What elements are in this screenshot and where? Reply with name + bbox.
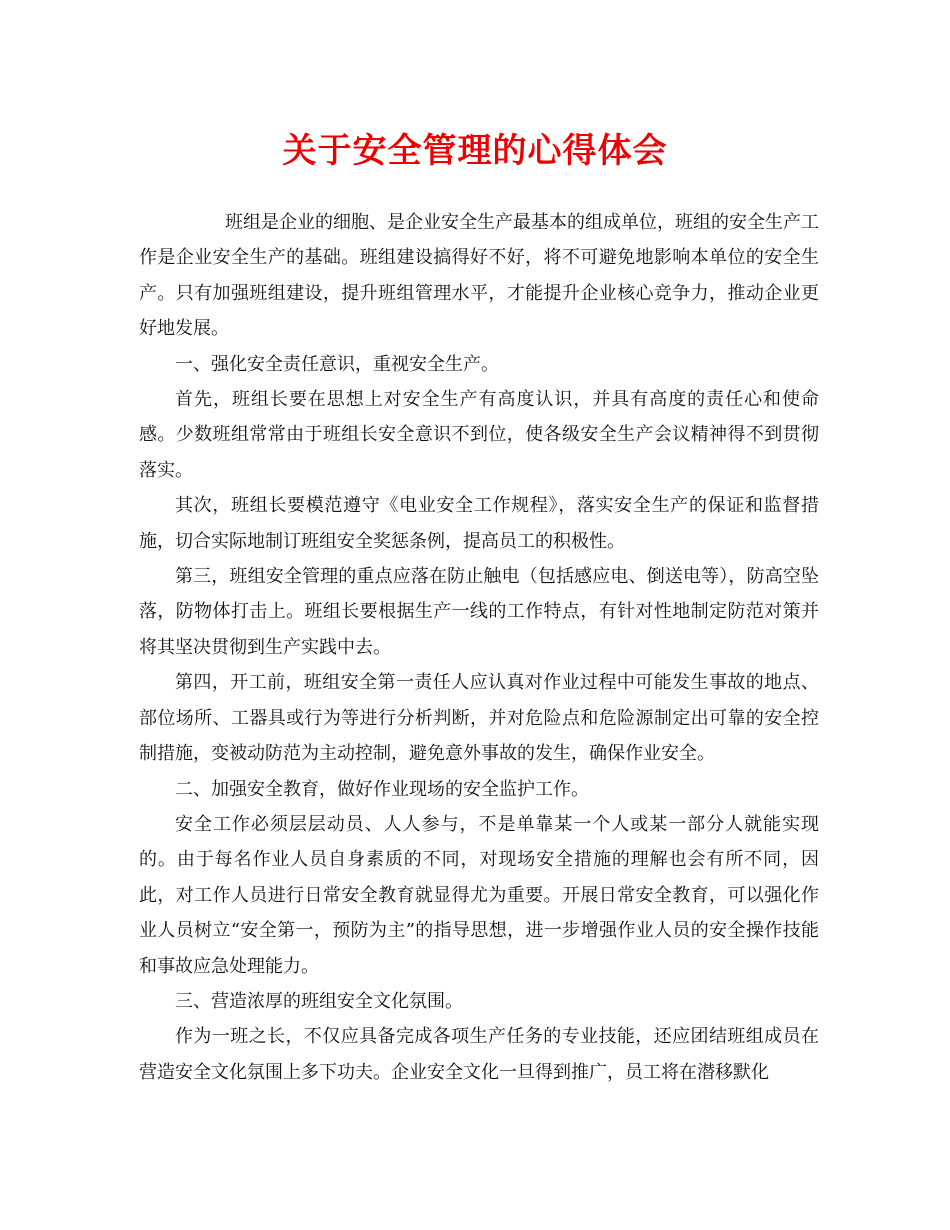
document-title: 关于安全管理的心得体会 (282, 131, 668, 171)
section-heading-3: 三、营造浓厚的班组安全文化氛围。 (175, 990, 463, 1012)
paragraph: 第三，班组安全管理的重点应落在防止触电（包括感应电、倒送电等），防高空坠落，防物体打击上。班组长要根据生产一线的工作特点，有针对性地制定防范对策并将其坚决贯彻到生产实践中去。 (139, 566, 819, 658)
section-heading-1: 一、强化安全责任意识，重视安全生产。 (175, 353, 499, 375)
paragraph: 安全工作必须层层动员、人人参与，不是单靠某一个人或某一部分人就能实现的。由于每名作业人员自身素质的不同，对现场安全措施的理解也会有所不同，因此，对工作人员进行日常安全教育就显得尤为重要。开展日常安全教育，可以强化作业人员树立“安全第一，预防为主”的指导思想，进一步增强作业人员的安全操作技能和事故应急处理能力。 (139, 813, 819, 977)
paragraph-intro: 班组是企业的细胞、是企业安全生产最基本的组成单位，班组的安全生产工作是企业安全生产的基础。班组建设搞得好不好，将不可避免地影响本单位的安全生产。只有加强班组建设，提升班组管理水平，才能提升企业核心竞争力，推动企业更好地发展。 (139, 212, 819, 340)
paragraph: 首先，班组长要在思想上对安全生产有高度认识，并具有高度的责任心和使命感。少数班组常常由于班组长安全意识不到位，使各级安全生产会议精神得不到贯彻落实。 (139, 389, 819, 481)
paragraph: 作为一班之长，不仅应具备完成各项生产任务的专业技能，还应团结班组成员在营造安全文化氛围上多下功夫。企业安全文化一旦得到推广，员工将在潜移默化 (139, 1026, 819, 1083)
paragraph: 其次，班组长要模范遵守《电业安全工作规程》，落实安全生产的保证和监督措施，切合实际地制订班组安全奖惩条例，提高员工的积极性。 (139, 495, 819, 552)
paragraph: 第四，开工前，班组安全第一责任人应认真对作业过程中可能发生事故的地点、部位场所、工器具或行为等进行分析判断，并对危险点和危险源制定出可靠的安全控制措施，变被动防范为主动控制，避免意外事故的发生，确保作业安全。 (139, 672, 819, 765)
section-heading-2: 二、加强安全教育，做好作业现场的安全监护工作。 (175, 778, 589, 800)
document-body (139, 205, 819, 1090)
